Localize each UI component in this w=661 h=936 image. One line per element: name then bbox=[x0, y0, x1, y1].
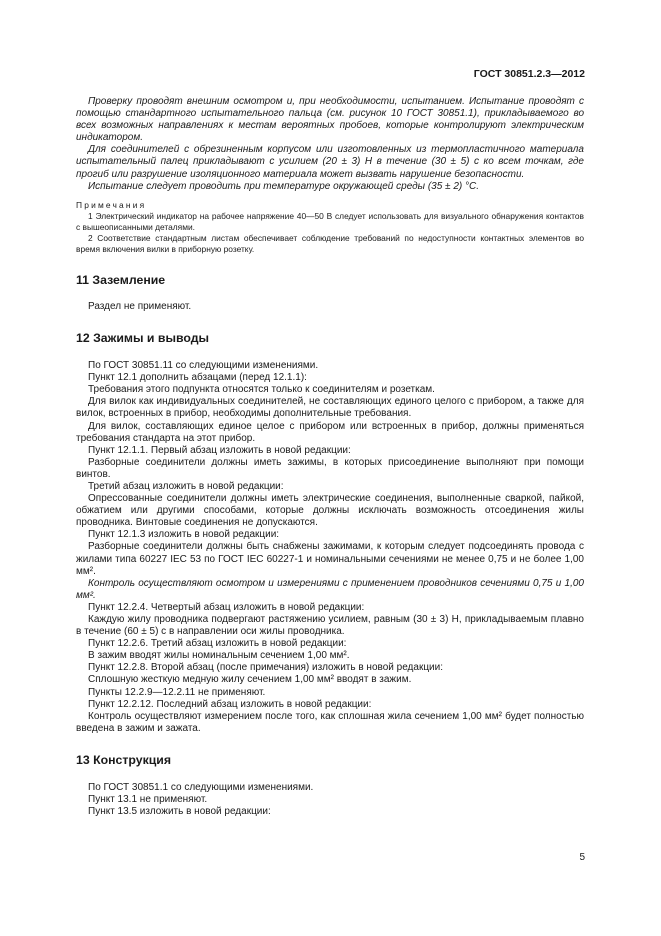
intro-paragraph: Испытание следует проводить при температуре окружающей среды (35 ± 2) °С. bbox=[88, 180, 479, 192]
page-content bbox=[76, 96, 584, 818]
intro-block bbox=[76, 96, 584, 193]
section-12-paragraph: Пункт 12.1.1. Первый абзац изложить в новой редакции: bbox=[88, 444, 351, 456]
section-13-paragraph: Пункт 13.5 изложить в новой редакции: bbox=[88, 806, 271, 818]
section-12-paragraph: Для вилок как индивидуальных соединителей, не составляющих единого целого с прибором, а также для вилок, встроенных в прибор, необходимы дополнительные требования. bbox=[76, 396, 584, 420]
section-12-paragraph: Пункт 12.2.8. Второй абзац (после примечания) изложить в новой редакции: bbox=[88, 662, 443, 674]
document-id-header: ГОСТ 30851.2.3—2012 bbox=[473, 68, 585, 80]
section-11-body bbox=[76, 301, 584, 313]
section-12-paragraph: Для вилок, составляющих единое целое с прибором или встроенных в прибор, должны применяться требования стандарта на этот прибор. bbox=[76, 420, 584, 444]
section-12-paragraph: Требования этого подпункта относятся только к соединителям и розеткам. bbox=[88, 384, 435, 396]
section-12-paragraph: Разборные соединители должны иметь зажимы, в которых присоединение выполняют при помощи винтов. bbox=[76, 456, 584, 480]
section-12-paragraph: Сплошную жесткую медную жилу сечением 1,00 мм² вводят в зажим. bbox=[88, 674, 412, 686]
section-13-body bbox=[76, 782, 584, 818]
note-item: 1 Электрический индикатор на рабочее напряжение 40—50 В следует использовать для визуального обнаружения контактов с вышеописанными деталями. bbox=[76, 210, 584, 232]
section-12-paragraph: Пункт 12.2.12. Последний абзац изложить в новой редакции: bbox=[88, 698, 372, 710]
section-12-paragraph: Пункты 12.2.9—12.2.11 не применяют. bbox=[88, 686, 266, 698]
section-12-body bbox=[76, 360, 584, 735]
section-11-heading: 11 Заземление bbox=[76, 272, 166, 287]
section-12-paragraph: Разборные соединители должны быть снабжены зажимами, к которым следует подсоединять провода с жилами типа 60227 IEC 53 по ГОСТ IEC 60227-1 и номинальными сечениями не менее 0,75 и не более 1,00 мм². bbox=[76, 541, 584, 577]
section-12-paragraph: Пункт 12.2.4. Четвертый абзац изложить в новой редакции: bbox=[88, 601, 365, 613]
intro-paragraph: Проверку проводят внешним осмотром и, при необходимости, испытанием. Испытание проводят с помощью стандартного испытательного пальца (см. рисунок 10 ГОСТ 30851.1), прикладываемого во всех возможных направлениях к местам вероятных пробоев, которые контролируют электрическим индикатором. bbox=[76, 96, 584, 144]
notes-title: Примечания bbox=[76, 199, 147, 210]
section-12-paragraph: По ГОСТ 30851.11 со следующими изменениями. bbox=[88, 360, 319, 372]
section-12-paragraph: Пункт 12.1.3 изложить в новой редакции: bbox=[88, 529, 280, 541]
section-12-paragraph: Контроль осуществляют осмотром и измерениями с применением проводников сечениями 0,75 и 1,00 мм². bbox=[76, 577, 584, 601]
section-11-paragraph: Раздел не применяют. bbox=[88, 300, 192, 312]
section-12-paragraph: Пункт 12.2.6. Третий абзац изложить в новой редакции: bbox=[88, 638, 347, 650]
notes-list bbox=[76, 211, 584, 255]
intro-paragraph: Для соединителей с обрезиненным корпусом или изготовленных из термопластичного материала испытательный палец прикладывают с усилием (20 ± 3) Н в течение (30 ± 5) с ко всем точкам, где прогиб или разрушение изоляционного материала может вызвать нарушение безопасности. bbox=[76, 144, 584, 180]
section-12-paragraph: Третий абзац изложить в новой редакции: bbox=[88, 480, 284, 492]
section-13-paragraph: По ГОСТ 30851.1 со следующими изменениями. bbox=[88, 782, 314, 794]
section-12-paragraph: Опрессованные соединители должны иметь электрические соединения, выполненные сваркой, пайкой, обжатием или другими способами, которые должны исключать возможность отсоединения жилы проводника. Винтовые соединения не допускаются. bbox=[76, 493, 584, 529]
note-item: 2 Соответствие стандартным листам обеспечивает соблюдение требований по недоступности контактных элементов во время включения вилки в приборную розетку. bbox=[76, 232, 584, 254]
notes-block bbox=[76, 200, 584, 255]
section-13-heading: 13 Конструкция bbox=[76, 752, 172, 767]
page-number: 5 bbox=[579, 852, 585, 863]
section-12-heading: 12 Зажимы и выводы bbox=[76, 330, 210, 345]
section-12-paragraph: Каждую жилу проводника подвергают растяжению усилием, равным (30 ± 3) Н, прикладываемым плавно в течение (60 ± 5) с в направлении оси жилы проводника. bbox=[76, 614, 584, 638]
section-12-paragraph: Пункт 12.1 дополнить абзацами (перед 12.1.1): bbox=[88, 372, 307, 384]
section-13-paragraph: Пункт 13.1 не применяют. bbox=[88, 794, 208, 806]
section-12-paragraph: В зажим вводят жилы номинальным сечением 1,00 мм². bbox=[88, 650, 350, 662]
section-12-paragraph: Контроль осуществляют измерением после того, как сплошная жила сечением 1,00 мм² будет полностью введена в зажим и зажата. bbox=[76, 710, 584, 734]
